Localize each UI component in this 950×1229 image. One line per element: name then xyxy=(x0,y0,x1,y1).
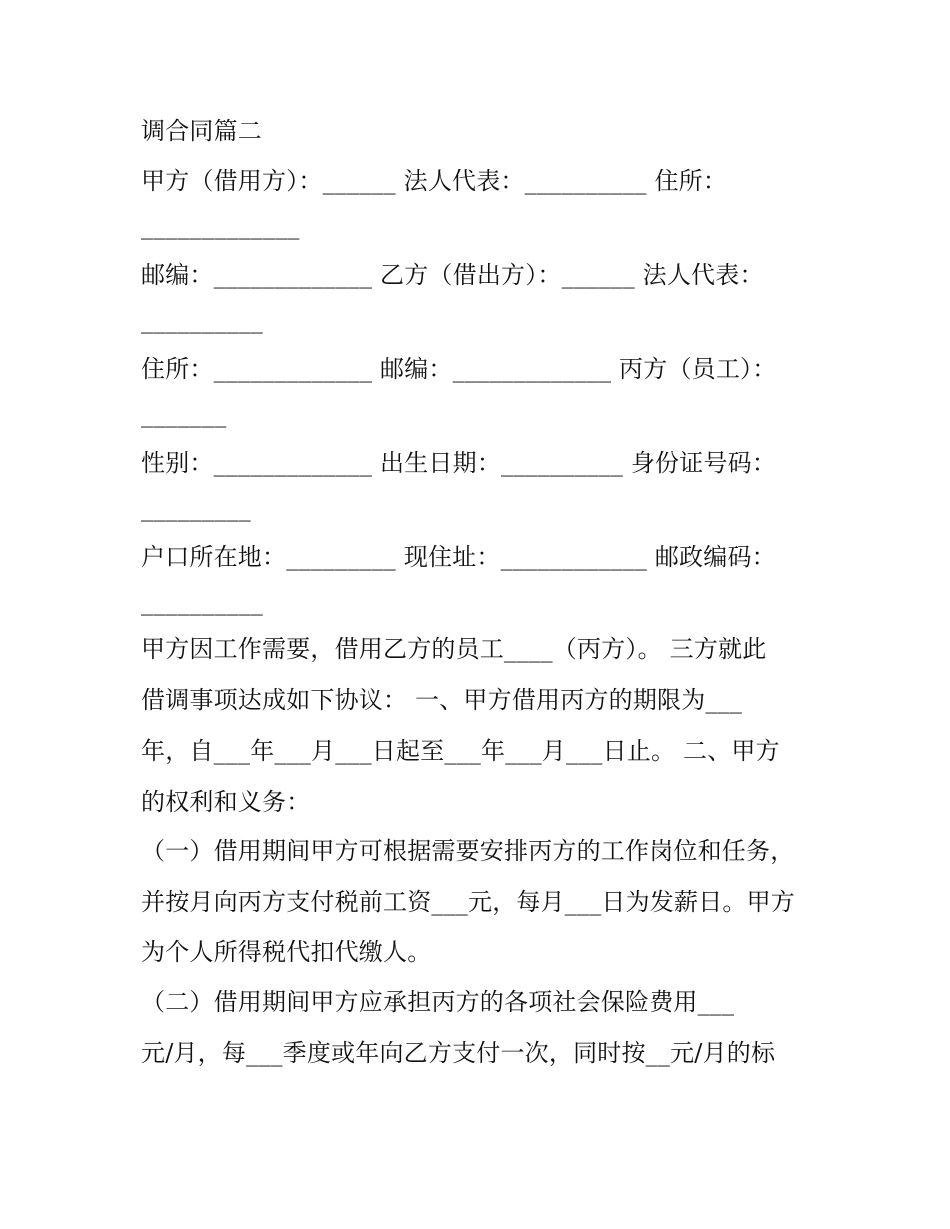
postal-code-blank: __________ xyxy=(141,588,263,616)
party-b-representative-blank: __________ xyxy=(141,306,263,334)
party-b-line: 邮编：_____________ 乙方（借出方）：______ 法人代表： xyxy=(141,261,764,289)
id-number-blank: _________ xyxy=(141,494,251,522)
party-c-name-blank: _______ xyxy=(141,400,227,428)
clause-one-line: 并按月向丙方支付税前工资___元，每月___日为发薪日。甲方 xyxy=(141,888,795,916)
party-a-line: 甲方（借用方）：______ 法人代表：__________ 住所： xyxy=(141,167,728,195)
residence-line: 户口所在地：_________ 现住址：____________ 邮政编码： xyxy=(141,543,776,571)
employee-info-line: 性别：_____________ 出生日期：__________ 身份证号码： xyxy=(141,449,777,477)
body-paragraph-line: 甲方因工作需要，借用乙方的员工____（丙方）。 三方就此 xyxy=(141,635,767,663)
clause-two-line: （二）借用期间甲方应承担丙方的各项社会保险费用___ xyxy=(141,988,735,1016)
party-a-address-blank: _____________ xyxy=(141,212,300,240)
document-title: 调合同篇二 xyxy=(141,117,262,145)
clause-one-line: 为个人所得税代扣代缴人。 xyxy=(141,938,432,966)
body-paragraph-line: 的权利和义务： xyxy=(141,788,311,816)
party-c-line: 住所：_____________ 邮编：_____________ 丙方（员工）： xyxy=(141,355,777,383)
clause-one-line: （一）借用期间甲方可根据需要安排丙方的工作岗位和任务， xyxy=(141,837,795,865)
body-paragraph-line: 年，自___年___月___日起至___年___月___日止。 二、甲方 xyxy=(141,737,780,765)
body-paragraph-line: 借调事项达成如下协议： 一、甲方借用丙方的期限为___ xyxy=(141,686,743,714)
clause-two-line: 元/月，每___季度或年向乙方支付一次，同时按__元/月的标 xyxy=(141,1039,776,1067)
